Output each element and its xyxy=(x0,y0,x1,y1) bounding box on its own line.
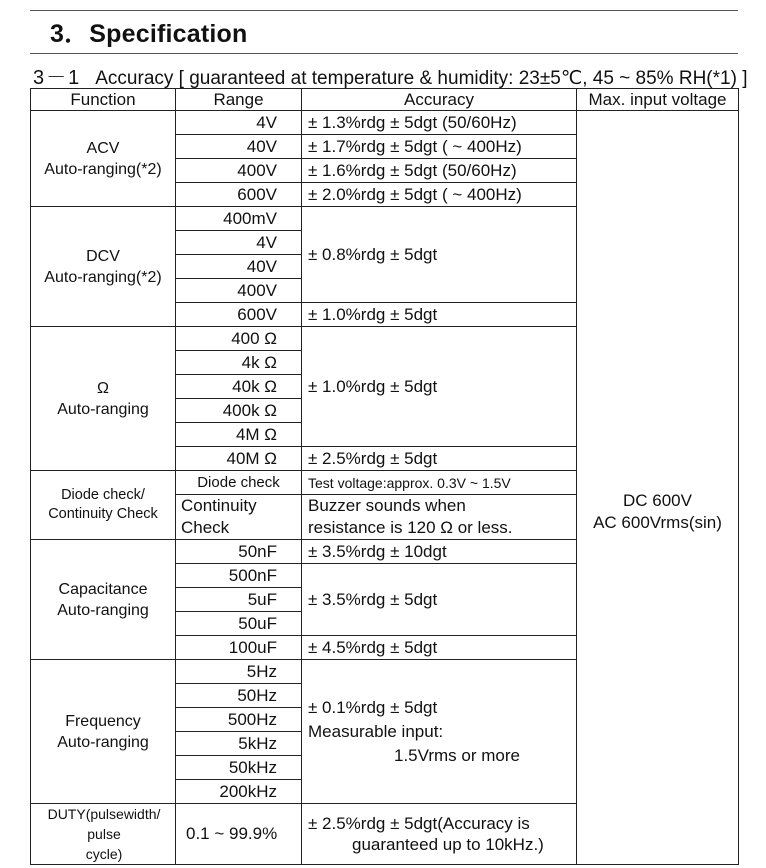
acv-name: ACV xyxy=(86,139,120,157)
duty-name-2: cycle) xyxy=(85,846,123,862)
freq-measurable: Measurable input: xyxy=(308,721,444,741)
spec-table xyxy=(30,88,739,865)
header-accuracy: Accuracy xyxy=(302,89,577,111)
ohm-range: 4M Ω xyxy=(176,423,302,447)
freq-range: 200kHz xyxy=(176,780,302,804)
dcv-name: DCV xyxy=(86,247,120,265)
cap-range: 100uF xyxy=(176,636,302,660)
dcv-accuracy: ± 1.0%rdg ± 5dgt xyxy=(302,303,577,327)
dcv-range: 4V xyxy=(176,231,302,255)
dcv-accuracy: ± 0.8%rdg ± 5dgt xyxy=(302,207,577,303)
header-max-input: Max. input voltage xyxy=(577,89,739,111)
freq-range: 50kHz xyxy=(176,756,302,780)
dcv-range: 600V xyxy=(176,303,302,327)
freq-range: 500Hz xyxy=(176,708,302,732)
cap-accuracy: ± 3.5%rdg ± 5dgt xyxy=(302,564,577,636)
section-title: 3．Specification xyxy=(50,20,248,48)
subsection-title: Accuracy [ guaranteed at temperature & humidity: 23±5℃, 45 ~ 85% RH(*1) ] xyxy=(95,68,748,89)
max-input-ac: AC 600Vrms(sin) xyxy=(593,512,722,532)
acv-accuracy: ± 1.3%rdg ± 5dgt (50/60Hz) xyxy=(302,111,577,135)
acv-mode: Auto-ranging(*2) xyxy=(44,160,162,178)
max-input-cell xyxy=(577,111,739,865)
cap-accuracy: ± 3.5%rdg ± 10dgt xyxy=(302,540,577,564)
acv-function-cell xyxy=(31,111,176,207)
ohm-range: 40M Ω xyxy=(176,447,302,471)
acv-range: 40V xyxy=(176,135,302,159)
header-range: Range xyxy=(176,89,302,111)
continuity-name: Continuity Check xyxy=(48,506,158,522)
subsection-heading xyxy=(33,61,747,90)
duty-function-cell xyxy=(31,804,176,865)
duty-accuracy-2: guaranteed up to 10kHz.) xyxy=(352,835,544,854)
ohm-name: Ω xyxy=(97,379,109,397)
acv-range: 600V xyxy=(176,183,302,207)
duty-range: 0.1 ~ 99.9% xyxy=(176,804,302,865)
continuity-range-cell xyxy=(176,495,302,540)
cap-range: 50nF xyxy=(176,540,302,564)
cap-function-cell xyxy=(31,540,176,660)
ohm-range: 400k Ω xyxy=(176,399,302,423)
dcv-mode: Auto-ranging(*2) xyxy=(44,268,162,286)
freq-mode: Auto-ranging xyxy=(57,733,149,751)
freq-range: 5kHz xyxy=(176,732,302,756)
dcv-range: 400mV xyxy=(176,207,302,231)
ohm-range: 400 Ω xyxy=(176,327,302,351)
cap-accuracy: ± 4.5%rdg ± 5dgt xyxy=(302,636,577,660)
ohm-range: 40k Ω xyxy=(176,375,302,399)
header-function: Function xyxy=(31,89,176,111)
max-input-dc: DC 600V xyxy=(623,490,692,510)
duty-name: DUTY(pulsewidth/ pulse xyxy=(47,806,161,842)
dcv-range: 400V xyxy=(176,279,302,303)
continuity-accuracy-cell xyxy=(302,495,577,540)
acv-accuracy: ± 1.6%rdg ± 5dgt (50/60Hz) xyxy=(302,159,577,183)
cap-mode: Auto-ranging xyxy=(57,601,149,619)
continuity-accuracy: Buzzer sounds when xyxy=(308,496,466,515)
ohm-mode: Auto-ranging xyxy=(57,400,149,418)
freq-name: Frequency xyxy=(65,712,141,730)
cap-range: 50uF xyxy=(176,612,302,636)
ohm-range: 4k Ω xyxy=(176,351,302,375)
acv-range: 400V xyxy=(176,159,302,183)
title-rule xyxy=(30,53,738,54)
subsection-number: 3－1 xyxy=(33,67,82,89)
freq-function-cell xyxy=(31,660,176,804)
diode-accuracy: Test voltage:approx. 0.3V ~ 1.5V xyxy=(302,471,577,495)
table-row xyxy=(31,111,739,135)
cap-range: 5uF xyxy=(176,588,302,612)
freq-accuracy-cell xyxy=(302,660,577,804)
acv-accuracy: ± 1.7%rdg ± 5dgt ( ~ 400Hz) xyxy=(302,135,577,159)
freq-accuracy: ± 0.1%rdg ± 5dgt xyxy=(308,697,438,717)
top-rule xyxy=(30,10,738,11)
ohm-accuracy: ± 1.0%rdg ± 5dgt xyxy=(302,327,577,447)
continuity-range: Continuity xyxy=(181,496,257,515)
ohm-accuracy: ± 2.5%rdg ± 5dgt xyxy=(302,447,577,471)
diode-name: Diode check/ xyxy=(61,487,145,503)
ohm-function-cell xyxy=(31,327,176,471)
duty-accuracy-cell xyxy=(302,804,577,865)
freq-range: 50Hz xyxy=(176,684,302,708)
dcv-range: 40V xyxy=(176,255,302,279)
dcv-function-cell xyxy=(31,207,176,327)
acv-range: 4V xyxy=(176,111,302,135)
acv-accuracy: ± 2.0%rdg ± 5dgt ( ~ 400Hz) xyxy=(302,183,577,207)
continuity-accuracy-2: resistance is 120 Ω or less. xyxy=(308,518,513,537)
freq-range: 5Hz xyxy=(176,660,302,684)
cap-range: 500nF xyxy=(176,564,302,588)
diode-function-cell xyxy=(31,471,176,540)
cap-name: Capacitance xyxy=(58,580,148,598)
freq-measurable-value: 1.5Vrms or more xyxy=(394,745,520,765)
continuity-range-2: Check xyxy=(181,518,230,537)
duty-accuracy: ± 2.5%rdg ± 5dgt(Accuracy is xyxy=(308,814,530,833)
diode-range: Diode check xyxy=(176,471,302,495)
table-header-row xyxy=(31,89,739,111)
